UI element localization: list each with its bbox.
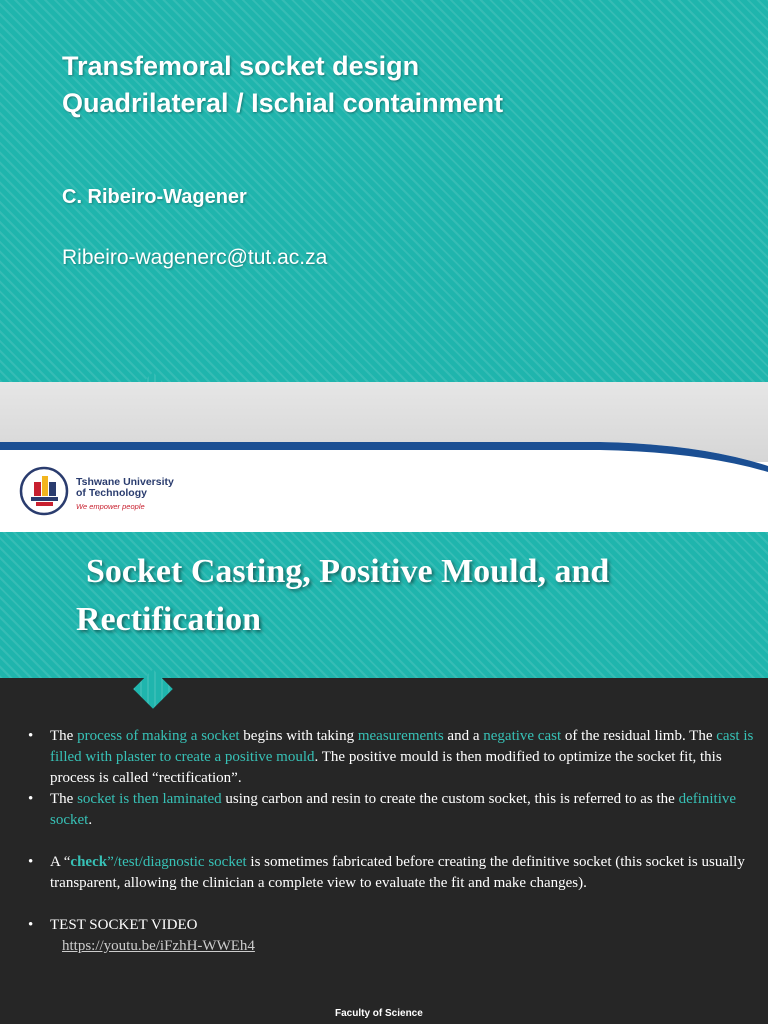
highlight-text: ”/test/diagnostic socket bbox=[107, 854, 247, 870]
faculty-footer: Faculty of Science bbox=[335, 1008, 423, 1019]
highlight-text: socket is then laminated bbox=[77, 791, 222, 807]
bullet-icon: • bbox=[28, 854, 34, 870]
university-tagline: We empower people bbox=[76, 502, 145, 511]
bullet-item bbox=[28, 915, 764, 936]
highlight-text: negative cast bbox=[483, 728, 562, 744]
bullet-icon: • bbox=[28, 728, 34, 744]
content-slide bbox=[0, 532, 768, 1024]
highlight-text: process of making a socket bbox=[77, 728, 240, 744]
bullet-item: • A “check”/test/diagnostic socket is sometimes fabricated before creating the definitive socket (this socket is usually transparent, allowing the clinician a complete view to evaluate the fit and make changes). bbox=[28, 854, 745, 891]
bullet-icon: • bbox=[28, 791, 34, 807]
university-name-line-2: of Technology bbox=[76, 487, 147, 499]
bullet-item: • The socket is then laminated using carbon and resin to create the custom socket, this is referred to as the definitive socket. bbox=[28, 791, 737, 828]
bullet-item: • The process of making a socket begins with taking measurements and a negative cast of the residual limb. The cast is filled with plaster to create a positive mould. The positive mould is then modified to optimize the socket fit, this process is called “rectification”. bbox=[28, 728, 754, 786]
title-line-1: Transfemoral socket design bbox=[62, 51, 420, 81]
highlight-text: cast is filled with plaster to create a positive mould bbox=[50, 728, 754, 765]
university-name-line-1: Tshwane University bbox=[76, 476, 174, 488]
highlight-text: measurements bbox=[357, 728, 444, 744]
slide-title-line-1: Socket Casting, Positive Mould, and bbox=[86, 553, 610, 590]
highlight-text: definitive socket bbox=[50, 791, 737, 828]
video-heading: TEST SOCKET VIDEO bbox=[50, 917, 198, 933]
presentation-title bbox=[62, 48, 503, 122]
slide-title bbox=[76, 548, 756, 644]
video-link[interactable]: https://youtu.be/iFzhH-WWEh4 bbox=[62, 938, 255, 954]
university-name bbox=[76, 477, 174, 499]
bullet-icon: • bbox=[28, 917, 34, 933]
author-email: Ribeiro-wagenerc@tut.ac.za bbox=[62, 246, 328, 269]
bullet-list bbox=[28, 726, 764, 957]
highlight-text: check bbox=[70, 854, 108, 870]
title-line-2: Quadrilateral / Ischial containment bbox=[62, 88, 504, 118]
slide-title-line-2: Rectification bbox=[76, 601, 262, 638]
author-name: C. Ribeiro-Wagener bbox=[62, 186, 247, 208]
